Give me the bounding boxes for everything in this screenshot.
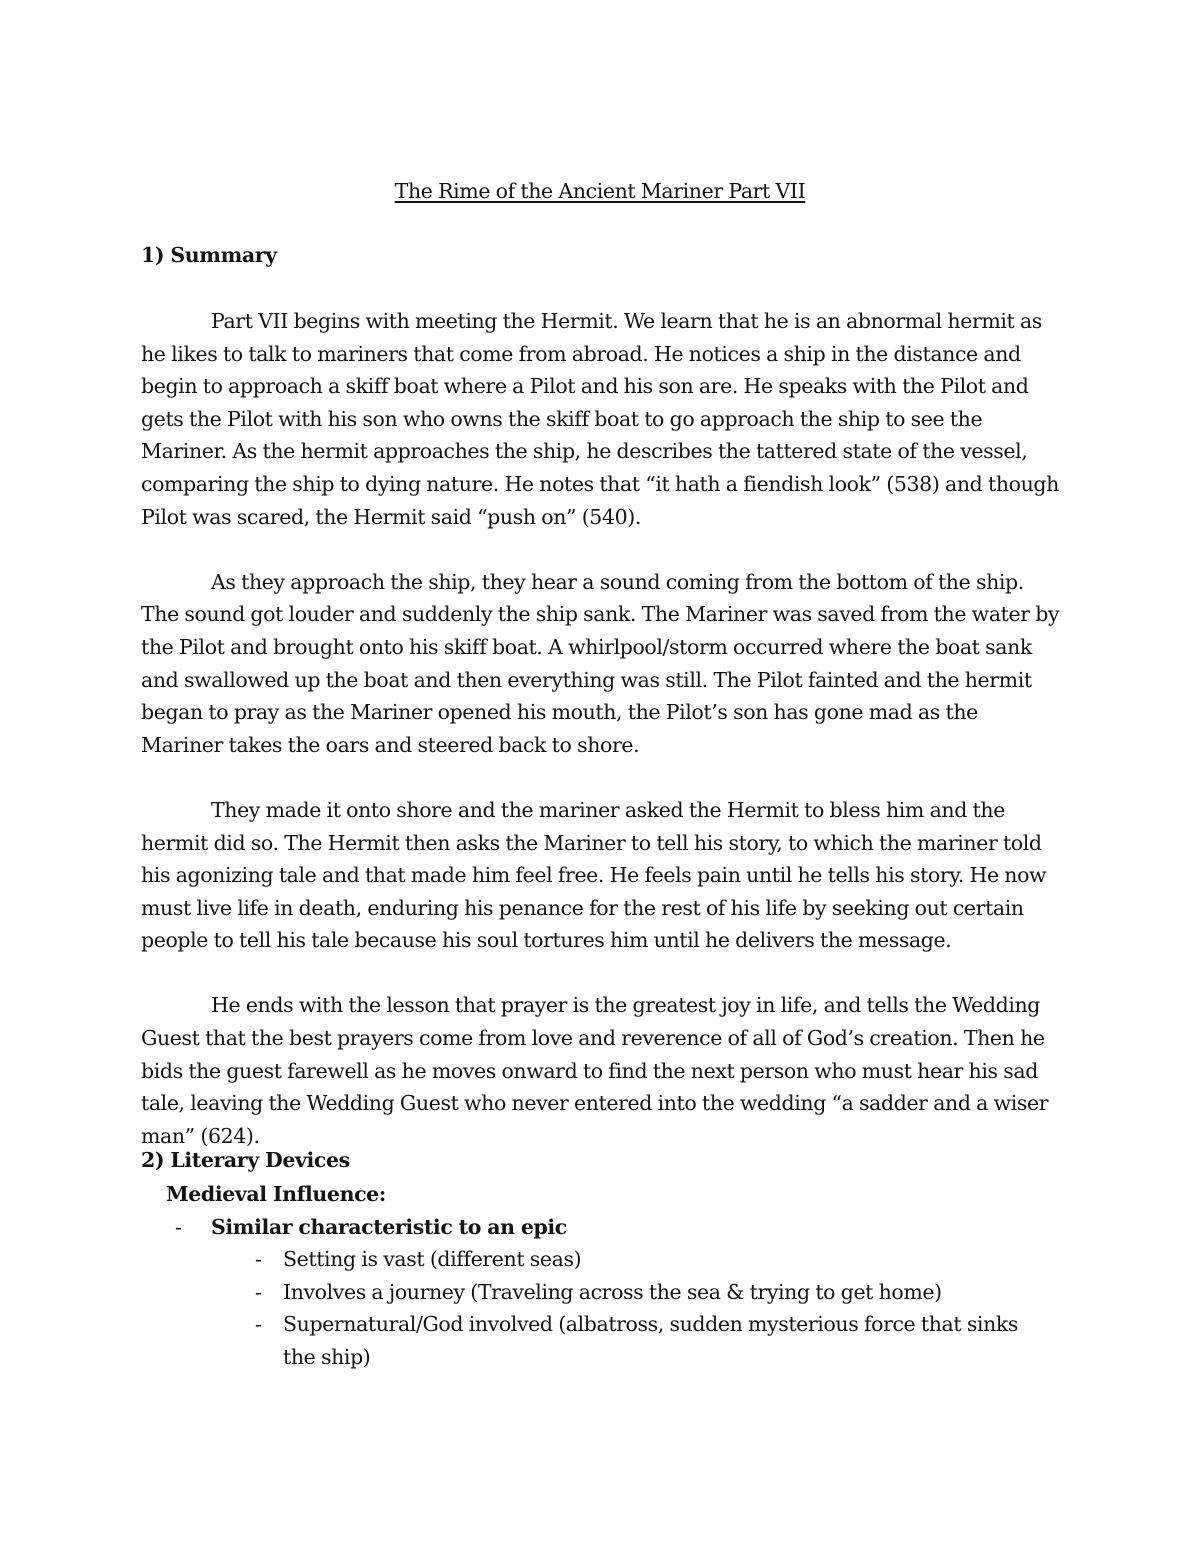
summary-paragraph: He ends with the lesson that prayer is the greatest joy in life, and tells the Wedding Guest that the best prayers come from love and reverence of all of God’s creation. Then he bids the guest farewell as he moves onward to find the next person who must hear his sad tale, leaving the Wedding Guest who never entered into the wedding “a sadder and a wiser man” (624). xyxy=(141,993,1049,1148)
sub-bullet-text: Supernatural/God involved (albatross, sudden mysterious force that sinks the ship) xyxy=(283,1312,1019,1369)
summary-paragraph: They made it onto shore and the mariner asked the Hermit to bless him and the hermit did so. The Hermit then asks the Mariner to tell his story, to which the mariner told his agonizing tale and that made him feel free. He feels pain until he tells his story. He now must live life in death, enduring his penance for the rest of his life by seeking out certain people to tell his tale because his soul tortures him until he delivers the message. xyxy=(141,797,1047,953)
document-title: The Rime of the Ancient Mariner Part VII xyxy=(394,179,806,203)
bullet-marker: - xyxy=(255,1279,262,1304)
sub-bullet-text: Setting is vast (different seas) xyxy=(283,1247,582,1272)
literary-devices-body xyxy=(141,1178,1065,1374)
sub-bullet-item xyxy=(141,1276,1023,1309)
bullet-marker: - xyxy=(175,1214,182,1239)
summary-paragraph: Part VII begins with meeting the Hermit. We learn that he is an abnormal hermit as he likes to talk to mariners that come from abroad. He notices a ship in the distance and begin to approach a skiff boat where a Pilot and his son are. He speaks with the Pilot and gets the Pilot with his son who owns the skiff boat to go approach the ship to see the Mariner. As the hermit approaches the ship, he describes the tattered state of the vessel, comparing the ship to dying nature. He notes that “it hath a fiendish look” (538) and though Pilot was scared, the Hermit said “push on” (540). xyxy=(141,309,1059,529)
sub-bullet-item xyxy=(141,1308,1023,1373)
bullet-item xyxy=(141,1211,1065,1244)
summary-body xyxy=(141,305,1065,1185)
summary-heading: 1) Summary xyxy=(141,243,277,267)
bullet-marker: - xyxy=(255,1312,262,1337)
sub-bullet-list xyxy=(141,1243,1065,1373)
literary-devices-heading: 2) Literary Devices xyxy=(141,1148,350,1172)
medieval-influence-subheading: Medieval Influence: xyxy=(166,1182,386,1206)
bullet-marker: - xyxy=(255,1247,262,1272)
sub-bullet-item xyxy=(141,1243,1023,1276)
summary-paragraph: As they approach the ship, they hear a sound coming from the bottom of the ship. The sound got louder and suddenly the ship sank. The Mariner was saved from the water by the Pilot and brought onto his skiff boat. A whirlpool/storm occurred where the boat sank and swallowed up the boat and then everything was still. The Pilot fainted and the hermit began to pray as the Mariner opened his mouth, the Pilot’s son has gone mad as the Mariner takes the oars and steered back to shore. xyxy=(141,569,1060,757)
sub-bullet-text: Involves a journey (Traveling across the sea & trying to get home) xyxy=(283,1279,942,1304)
bullet-text: Similar characteristic to an epic xyxy=(211,1214,567,1239)
